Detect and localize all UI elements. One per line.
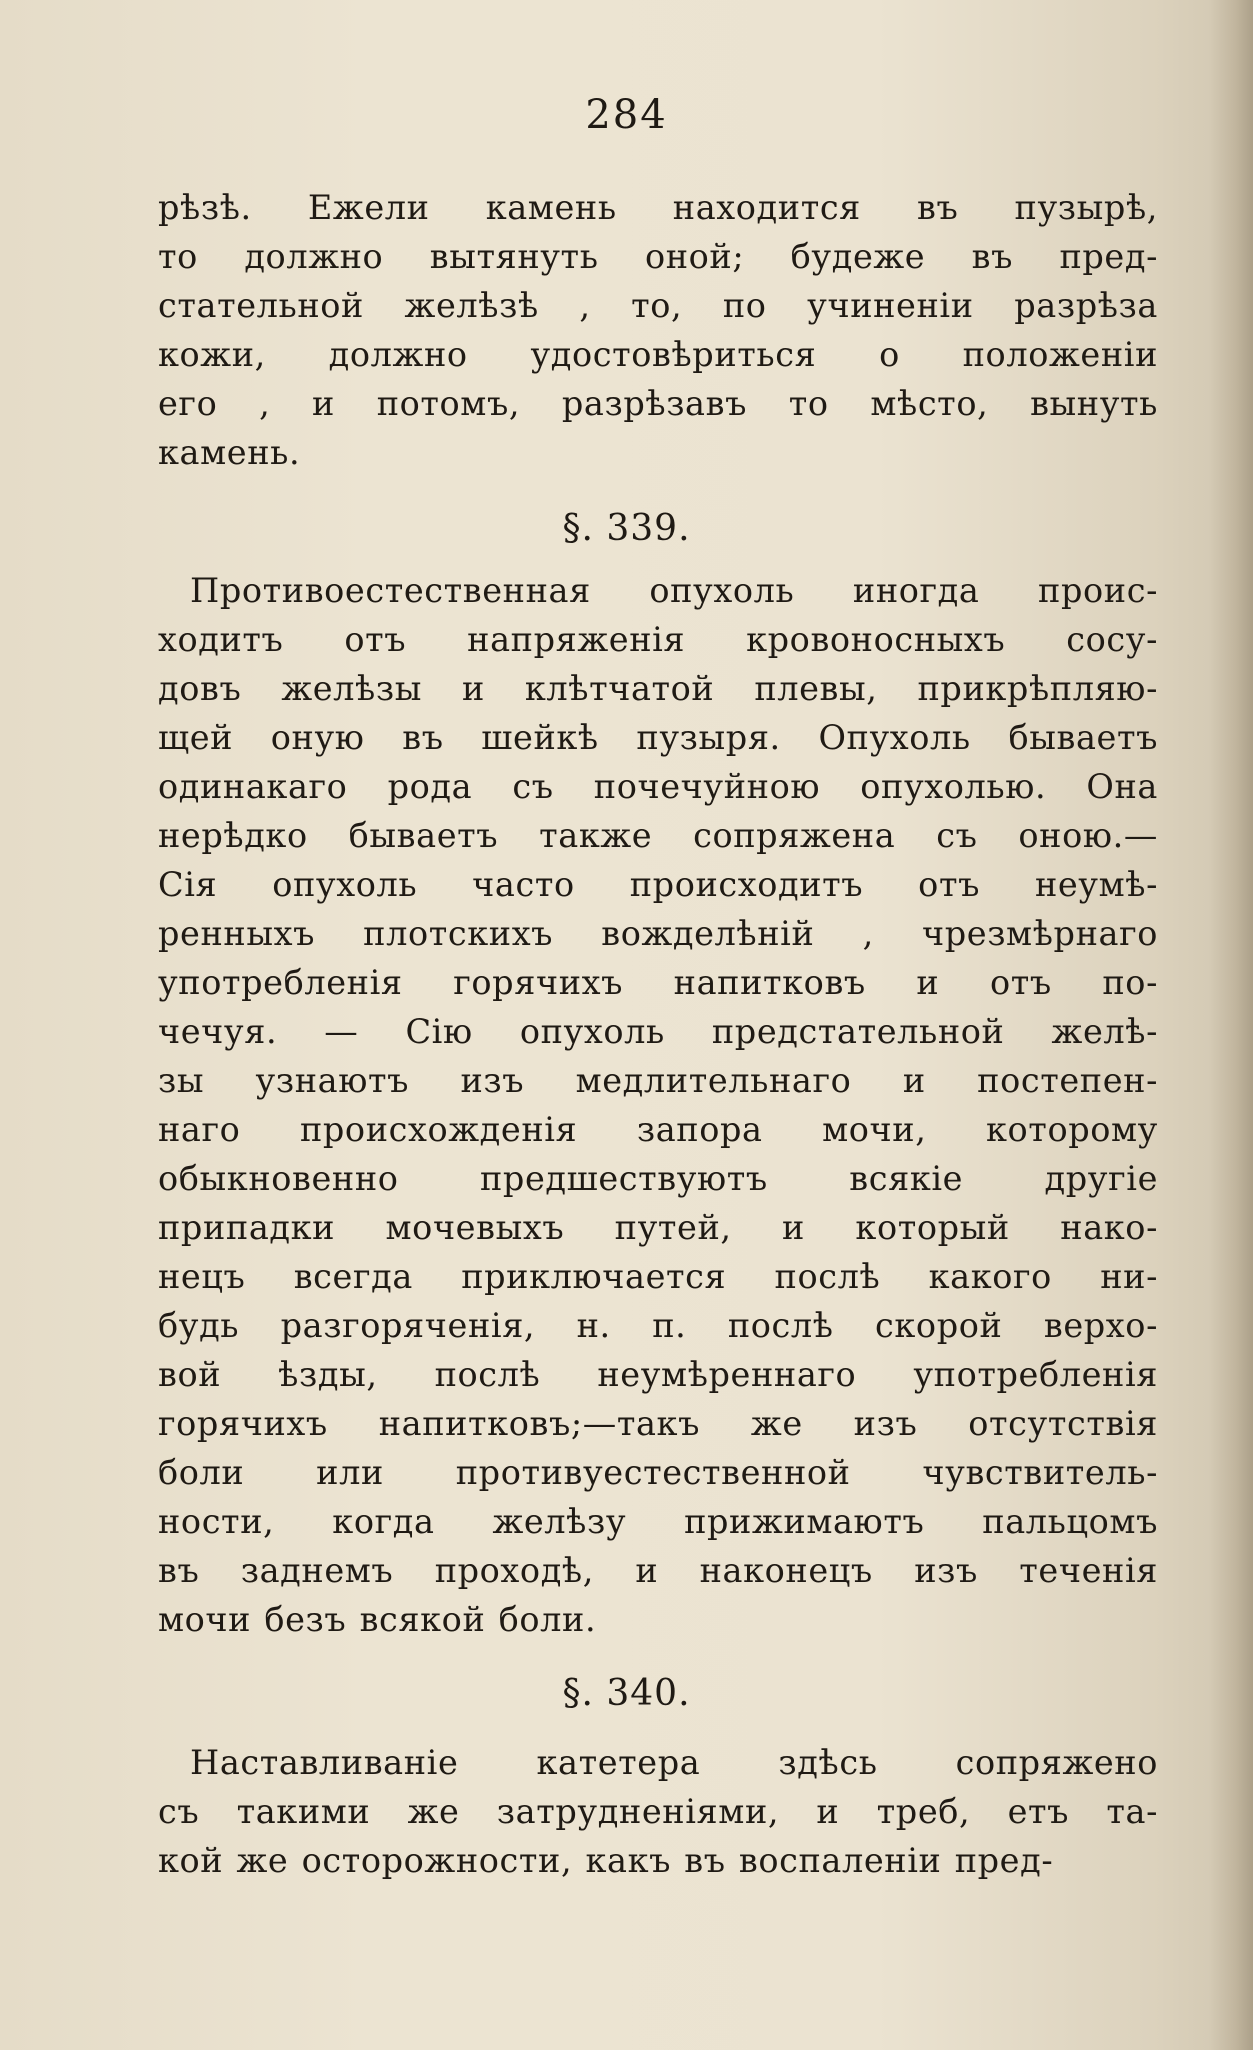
text-line: вой ѣзды, послѣ неумѣреннаго употребленія bbox=[158, 1355, 1158, 1394]
text-line: чечуя. — Сію опухоль предстательной желѣ- bbox=[158, 1012, 1158, 1051]
text-line: ренныхъ плотскихъ вожделѣній , чрезмѣрнаго bbox=[158, 914, 1158, 953]
text-line: кожи, должно удостовѣриться о положеніи bbox=[158, 335, 1158, 374]
text-line: мочи безъ всякой боли. bbox=[158, 1600, 597, 1639]
text-line: съ такими же затрудненіями, и треб, етъ та- bbox=[158, 1792, 1158, 1831]
text-line: его , и потомъ, разрѣзавъ то мѣсто, вынуть bbox=[158, 384, 1158, 423]
text-line: ходитъ отъ напряженія кровоносныхъ сосу- bbox=[158, 620, 1158, 659]
text-line: употребленія горячихъ напитковъ и отъ по- bbox=[158, 963, 1158, 1002]
text-line: горячихъ напитковъ;—такъ же изъ отсутствія bbox=[158, 1404, 1158, 1443]
text-line: одинакаго рода съ почечуйною опухолью. Она bbox=[158, 767, 1158, 806]
section-heading-339: §. 339. bbox=[562, 508, 691, 549]
text-line: нецъ всегда приключается послѣ какого ни- bbox=[158, 1257, 1158, 1296]
text-line: Противоестественная опухоль иногда проис- bbox=[190, 571, 1158, 610]
text-line: Сія опухоль часто происходитъ отъ неумѣ- bbox=[158, 865, 1158, 904]
text-line: ности, когда желѣзу прижимаютъ пальцомъ bbox=[158, 1502, 1158, 1541]
text-line: боли или противуестественной чувствитель- bbox=[158, 1453, 1158, 1492]
text-line: Наставливаніе катетера здѣсь сопряжено bbox=[190, 1743, 1158, 1782]
text-line: припадки мочевыхъ путей, и который нако- bbox=[158, 1208, 1158, 1247]
paragraph-340 bbox=[158, 1738, 1158, 1885]
text-line: рѣзѣ. Ежели камень находится въ пузырѣ, bbox=[158, 188, 1158, 227]
text-line: наго происхожденія запора мочи, которому bbox=[158, 1110, 1158, 1149]
section-heading-340: §. 340. bbox=[562, 1673, 691, 1714]
text-line: стательной желѣзѣ , то, по учиненіи разрѣза bbox=[158, 286, 1158, 325]
text-line: камень. bbox=[158, 433, 301, 472]
text-line: зы узнаютъ изъ медлительнаго и постепен- bbox=[158, 1061, 1158, 1100]
text-line: въ заднемъ проходѣ, и наконецъ изъ теченія bbox=[158, 1551, 1158, 1590]
page-number: 284 bbox=[585, 92, 668, 138]
text-line: то должно вытянуть оной; будеже въ пред- bbox=[158, 237, 1158, 276]
text-line: будь разгоряченія, н. п. послѣ скорой верхо- bbox=[158, 1306, 1158, 1345]
text-line: кой же осторожности, какъ въ воспаленіи пред- bbox=[158, 1841, 1054, 1880]
text-line: нерѣдко бываетъ также сопряжена съ оною.— bbox=[158, 816, 1158, 855]
paragraph-339 bbox=[158, 566, 1158, 1644]
text-line: довъ желѣзы и клѣтчатой плевы, прикрѣпляю- bbox=[158, 669, 1158, 708]
page-edge-shadow bbox=[1209, 0, 1253, 2050]
text-line: щей оную въ шейкѣ пузыря. Опухоль бываетъ bbox=[158, 718, 1158, 757]
text-line: обыкновенно предшествуютъ всякіе другіе bbox=[158, 1159, 1158, 1198]
paragraph-top bbox=[158, 183, 1158, 477]
